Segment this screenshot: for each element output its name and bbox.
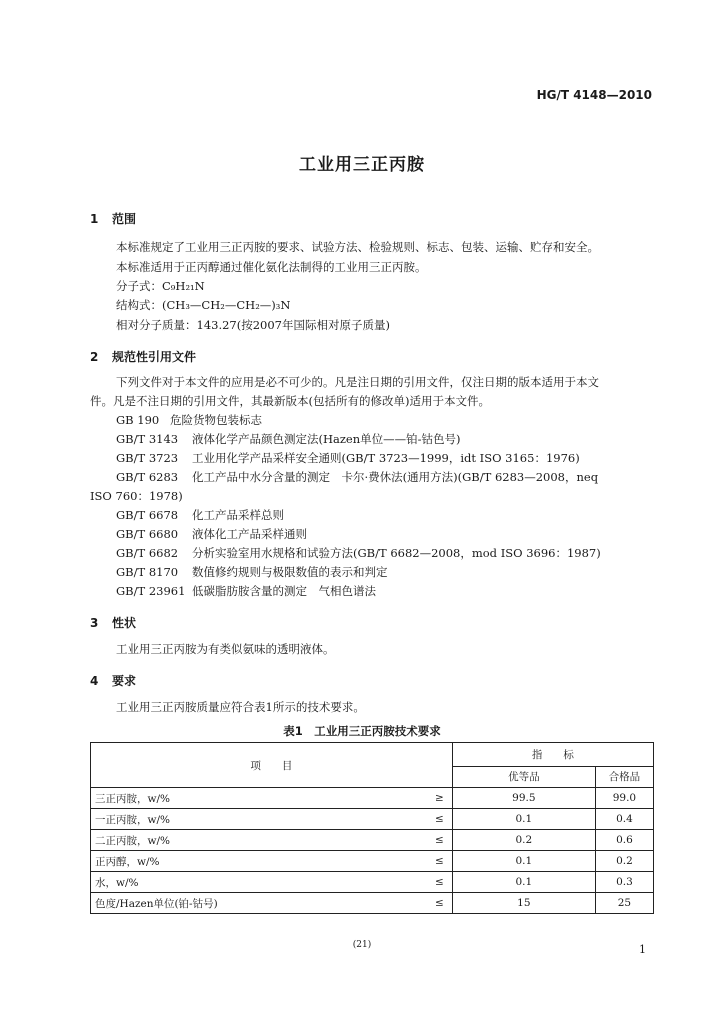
section-heading-requirements xyxy=(90,672,136,689)
normative-intro-line-1: 下列文件对于本文件的应用是必不可少的。凡是注日期的引用文件，仅注日期的版本适用于本文 xyxy=(116,375,599,389)
row-item: 二正丙胺，w/% xyxy=(91,830,410,851)
row-item: 正丙醇，w/% xyxy=(91,851,410,872)
reference-item xyxy=(116,584,376,598)
section-heading-properties xyxy=(90,614,136,631)
standard-number: HG/T 4148—2010 xyxy=(536,88,652,102)
reference-item xyxy=(116,508,284,522)
row-operator: ≤ xyxy=(410,830,453,851)
properties-text: 工业用三正丙胺为有类似氨味的透明液体。 xyxy=(116,642,335,656)
section-heading-normative xyxy=(90,348,196,365)
row-item: 水，w/% xyxy=(91,872,410,893)
reference-continuation: ISO 760：1978) xyxy=(90,489,183,503)
row-qualified: 25 xyxy=(595,893,653,914)
section-title: 范围 xyxy=(112,212,137,226)
table-caption: 表1 工业用三正丙胺技术要求 xyxy=(283,724,441,738)
scope-paragraph-2: 本标准适用于正丙醇通过催化氨化法制得的工业用三正丙胺。 xyxy=(116,260,427,274)
row-operator: ≥ xyxy=(410,788,453,809)
reference-title: 化工产品采样总则 xyxy=(192,508,284,522)
section-heading-scope xyxy=(90,210,136,227)
reference-code: GB/T 6678 xyxy=(116,508,179,522)
reference-title: 低碳脂肪胺含量的测定 气相色谱法 xyxy=(192,584,376,598)
reference-code: GB/T 6680 xyxy=(116,527,179,541)
row-operator: ≤ xyxy=(410,851,453,872)
section-number: 2 xyxy=(90,350,99,364)
row-premium: 15 xyxy=(452,893,595,914)
requirements-text: 工业用三正丙胺质量应符合表1所示的技术要求。 xyxy=(116,700,365,714)
reference-code: GB 190 xyxy=(116,413,160,427)
row-item: 一正丙胺，w/% xyxy=(91,809,410,830)
row-qualified: 0.6 xyxy=(595,830,653,851)
row-premium: 0.1 xyxy=(452,809,595,830)
reference-item xyxy=(116,546,601,560)
molar-mass: 相对分子质量：143.27(按2007年国际相对原子质量) xyxy=(116,318,390,332)
row-qualified: 0.2 xyxy=(595,851,653,872)
scope-paragraph-1: 本标准规定了工业用三正丙胺的要求、试验方法、检验规则、标志、包装、运输、贮存和安全。 xyxy=(116,240,599,254)
section-title: 要求 xyxy=(112,674,137,688)
document-title: 工业用三正丙胺 xyxy=(299,155,425,175)
reference-item xyxy=(116,565,388,579)
row-premium: 0.2 xyxy=(452,830,595,851)
table-row xyxy=(91,872,654,893)
reference-item xyxy=(116,432,461,446)
table-row xyxy=(91,830,654,851)
normative-intro-line-2: 件。凡是不注日期的引用文件，其最新版本(包括所有的修改单)适用于本文件。 xyxy=(90,394,490,408)
table-row xyxy=(91,788,654,809)
reference-code: GB/T 6283 xyxy=(116,470,179,484)
section-number: 3 xyxy=(90,616,99,630)
molecular-formula: 分子式：C₉H₂₁N xyxy=(116,279,205,293)
row-qualified: 99.0 xyxy=(595,788,653,809)
reference-item xyxy=(116,527,307,541)
table-row xyxy=(91,893,654,914)
table-header-grade-qualified: 合格品 xyxy=(595,766,653,787)
reference-code: GB/T 6682 xyxy=(116,546,179,560)
reference-code: GB/T 8170 xyxy=(116,565,179,579)
reference-code: GB/T 3143 xyxy=(116,432,179,446)
structural-formula: 结构式：(CH₃—CH₂—CH₂—)₃N xyxy=(116,298,291,312)
table-row xyxy=(91,851,654,872)
row-operator: ≤ xyxy=(410,809,453,830)
spec-table xyxy=(90,742,654,914)
section-title: 规范性引用文件 xyxy=(112,350,197,364)
section-number: 4 xyxy=(90,674,99,688)
reference-code: GB/T 3723 xyxy=(116,451,179,465)
reference-item xyxy=(116,451,580,465)
reference-item xyxy=(116,413,262,427)
page-number: 1 xyxy=(639,943,646,956)
section-title: 性状 xyxy=(112,616,137,630)
reference-code: GB/T 23961 xyxy=(116,584,186,598)
reference-title: 液体化工产品采样通则 xyxy=(192,527,307,541)
reference-title: 化工产品中水分含量的测定 卡尔·费休法(通用方法)(GB/T 6283—2008，neq xyxy=(192,470,599,484)
row-qualified: 0.4 xyxy=(595,809,653,830)
row-operator: ≤ xyxy=(410,893,453,914)
reference-title: 分析实验室用水规格和试验方法(GB/T 6682—2008，mod ISO 3696：1987) xyxy=(192,546,601,560)
row-premium: 0.1 xyxy=(452,872,595,893)
row-operator: ≤ xyxy=(410,872,453,893)
row-premium: 99.5 xyxy=(452,788,595,809)
reference-title: 液体化学产品颜色测定法(Hazen单位——铂-钴色号) xyxy=(192,432,461,446)
reference-title: 危险货物包装标志 xyxy=(170,413,262,427)
section-number: 1 xyxy=(90,212,99,226)
footer-sequence-number: (21) xyxy=(352,940,372,950)
row-qualified: 0.3 xyxy=(595,872,653,893)
reference-title: 工业用化学产品采样安全通则(GB/T 3723—1999，idt ISO 3165：1976) xyxy=(192,451,580,465)
table-row xyxy=(91,809,654,830)
table-header-item: 项 目 xyxy=(91,743,453,788)
reference-item xyxy=(116,470,598,484)
reference-title: 数值修约规则与极限数值的表示和判定 xyxy=(192,565,388,579)
row-item: 色度/Hazen单位(铂-钴号) xyxy=(91,893,410,914)
row-item: 三正丙胺，w/% xyxy=(91,788,410,809)
table-header-grade-premium: 优等品 xyxy=(452,766,595,787)
table-header-index: 指 标 xyxy=(452,743,653,767)
row-premium: 0.1 xyxy=(452,851,595,872)
